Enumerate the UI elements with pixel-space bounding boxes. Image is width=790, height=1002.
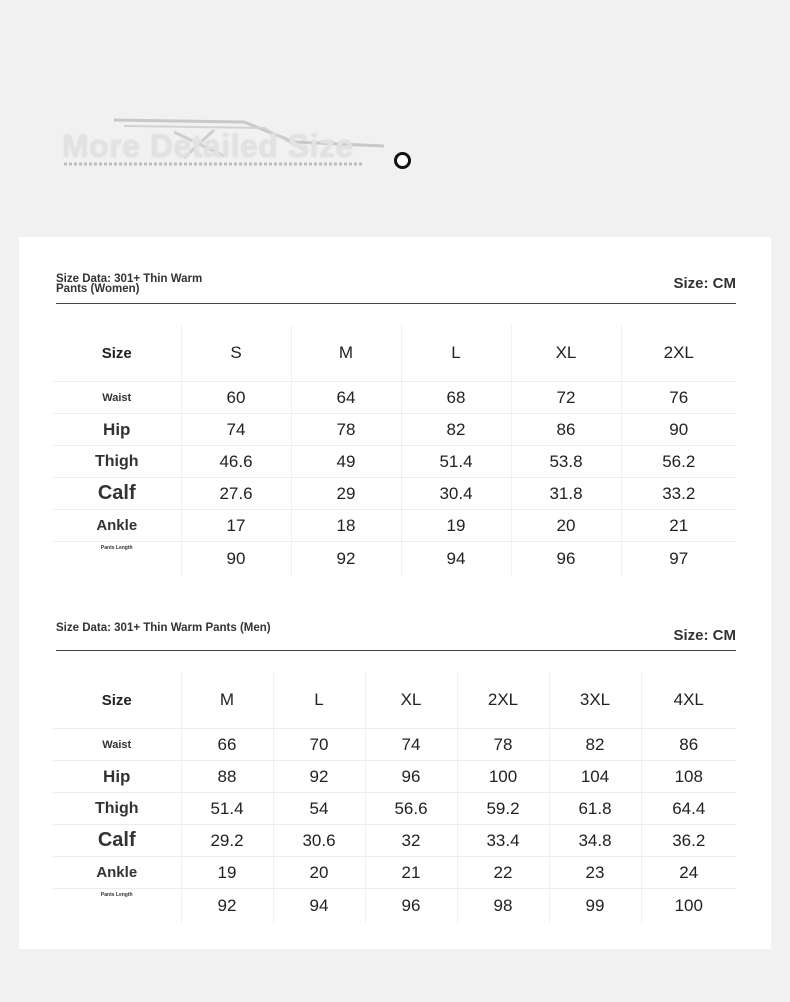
table-header-row bbox=[53, 672, 736, 729]
table-cell: 74 bbox=[181, 414, 291, 446]
table-row-thigh bbox=[53, 793, 736, 825]
table-cell: 46.6 bbox=[181, 446, 291, 478]
table-cell: 20 bbox=[273, 857, 365, 889]
table-cell: 17 bbox=[181, 510, 291, 542]
men-size-table bbox=[53, 672, 736, 923]
table-row-ankle bbox=[53, 857, 736, 889]
table-header-row bbox=[53, 325, 736, 382]
row-label: Hip bbox=[53, 414, 181, 446]
table-cell: 60 bbox=[181, 382, 291, 414]
size-header: XL bbox=[511, 325, 621, 382]
table-cell: 29.2 bbox=[181, 825, 273, 857]
table-cell: 64.4 bbox=[641, 793, 736, 825]
table-cell: 88 bbox=[181, 761, 273, 793]
size-header: 2XL bbox=[457, 672, 549, 729]
table-row-pants-length bbox=[53, 542, 736, 577]
ring-icon bbox=[394, 152, 411, 169]
table-cell: 96 bbox=[365, 761, 457, 793]
table-row-pants-length bbox=[53, 889, 736, 924]
table-cell: 59.2 bbox=[457, 793, 549, 825]
table-cell: 22 bbox=[457, 857, 549, 889]
table-cell: 19 bbox=[181, 857, 273, 889]
size-header: S bbox=[181, 325, 291, 382]
table-cell: 96 bbox=[511, 542, 621, 577]
table-cell: 19 bbox=[401, 510, 511, 542]
table-cell: 94 bbox=[401, 542, 511, 577]
table-cell: 86 bbox=[641, 729, 736, 761]
table-cell: 49 bbox=[291, 446, 401, 478]
table-cell: 27.6 bbox=[181, 478, 291, 510]
table-cell: 64 bbox=[291, 382, 401, 414]
table-cell: 74 bbox=[365, 729, 457, 761]
table-cell: 56.6 bbox=[365, 793, 457, 825]
table-row-calf bbox=[53, 478, 736, 510]
men-unit-label: Size: CM bbox=[673, 627, 736, 644]
table-cell: 66 bbox=[181, 729, 273, 761]
table-cell: 61.8 bbox=[549, 793, 641, 825]
table-cell: 51.4 bbox=[181, 793, 273, 825]
row-label: Calf bbox=[53, 478, 181, 510]
table-row-waist bbox=[53, 382, 736, 414]
size-column-header: Size bbox=[53, 325, 181, 382]
table-cell: 53.8 bbox=[511, 446, 621, 478]
table-cell: 92 bbox=[273, 761, 365, 793]
row-label: Hip bbox=[53, 761, 181, 793]
size-header: 4XL bbox=[641, 672, 736, 729]
table-cell: 108 bbox=[641, 761, 736, 793]
size-header: L bbox=[273, 672, 365, 729]
table-cell: 33.2 bbox=[621, 478, 736, 510]
size-column-header: Size bbox=[53, 672, 181, 729]
row-label: Thigh bbox=[53, 446, 181, 478]
table-cell: 86 bbox=[511, 414, 621, 446]
table-cell: 98 bbox=[457, 889, 549, 924]
table-cell: 36.2 bbox=[641, 825, 736, 857]
table-cell: 76 bbox=[621, 382, 736, 414]
row-label: Calf bbox=[53, 825, 181, 857]
table-cell: 100 bbox=[641, 889, 736, 924]
table-cell: 21 bbox=[621, 510, 736, 542]
table-row-ankle bbox=[53, 510, 736, 542]
size-header: XL bbox=[365, 672, 457, 729]
table-cell: 32 bbox=[365, 825, 457, 857]
header-title: More Detailed Size bbox=[62, 128, 354, 164]
table-cell: 29 bbox=[291, 478, 401, 510]
table-cell: 30.4 bbox=[401, 478, 511, 510]
table-cell: 33.4 bbox=[457, 825, 549, 857]
size-header: L bbox=[401, 325, 511, 382]
table-cell: 21 bbox=[365, 857, 457, 889]
table-row-calf bbox=[53, 825, 736, 857]
table-cell: 99 bbox=[549, 889, 641, 924]
size-chart-card bbox=[19, 237, 771, 949]
women-section-header bbox=[56, 273, 736, 304]
table-row-hip bbox=[53, 414, 736, 446]
size-header: M bbox=[181, 672, 273, 729]
table-cell: 90 bbox=[181, 542, 291, 577]
women-size-table bbox=[53, 325, 736, 576]
table-cell: 96 bbox=[365, 889, 457, 924]
table-cell: 68 bbox=[401, 382, 511, 414]
row-label: Pants Length bbox=[100, 545, 133, 551]
table-cell: 92 bbox=[181, 889, 273, 924]
women-size-section bbox=[56, 273, 736, 568]
row-label: Ankle bbox=[53, 857, 181, 889]
row-label: Waist bbox=[53, 729, 181, 761]
table-cell: 78 bbox=[457, 729, 549, 761]
women-section-title: Size Data: 301+ Thin Warm Pants (Women) bbox=[56, 273, 203, 295]
row-label: Waist bbox=[53, 382, 181, 414]
size-header: M bbox=[291, 325, 401, 382]
table-cell: 54 bbox=[273, 793, 365, 825]
table-cell: 104 bbox=[549, 761, 641, 793]
size-header: 2XL bbox=[621, 325, 736, 382]
table-cell: 97 bbox=[621, 542, 736, 577]
table-cell: 24 bbox=[641, 857, 736, 889]
table-cell: 51.4 bbox=[401, 446, 511, 478]
table-cell: 56.2 bbox=[621, 446, 736, 478]
men-section-title: Size Data: 301+ Thin Warm Pants (Men) bbox=[56, 622, 271, 634]
row-label: Thigh bbox=[53, 793, 181, 825]
table-cell: 90 bbox=[621, 414, 736, 446]
table-cell: 82 bbox=[401, 414, 511, 446]
table-cell: 70 bbox=[273, 729, 365, 761]
row-label: Ankle bbox=[53, 510, 181, 542]
men-section-header bbox=[56, 620, 736, 651]
table-cell: 78 bbox=[291, 414, 401, 446]
table-cell: 94 bbox=[273, 889, 365, 924]
row-label: Pants Length bbox=[100, 892, 133, 898]
table-cell: 100 bbox=[457, 761, 549, 793]
men-size-section bbox=[56, 620, 736, 915]
table-cell: 34.8 bbox=[549, 825, 641, 857]
table-cell: 18 bbox=[291, 510, 401, 542]
size-header: 3XL bbox=[549, 672, 641, 729]
table-cell: 20 bbox=[511, 510, 621, 542]
table-cell: 72 bbox=[511, 382, 621, 414]
table-row-waist bbox=[53, 729, 736, 761]
table-cell: 92 bbox=[291, 542, 401, 577]
table-cell: 30.6 bbox=[273, 825, 365, 857]
table-cell: 31.8 bbox=[511, 478, 621, 510]
women-unit-label: Size: CM bbox=[673, 275, 736, 292]
table-row-hip bbox=[53, 761, 736, 793]
table-row-thigh bbox=[53, 446, 736, 478]
table-cell: 23 bbox=[549, 857, 641, 889]
table-cell: 82 bbox=[549, 729, 641, 761]
